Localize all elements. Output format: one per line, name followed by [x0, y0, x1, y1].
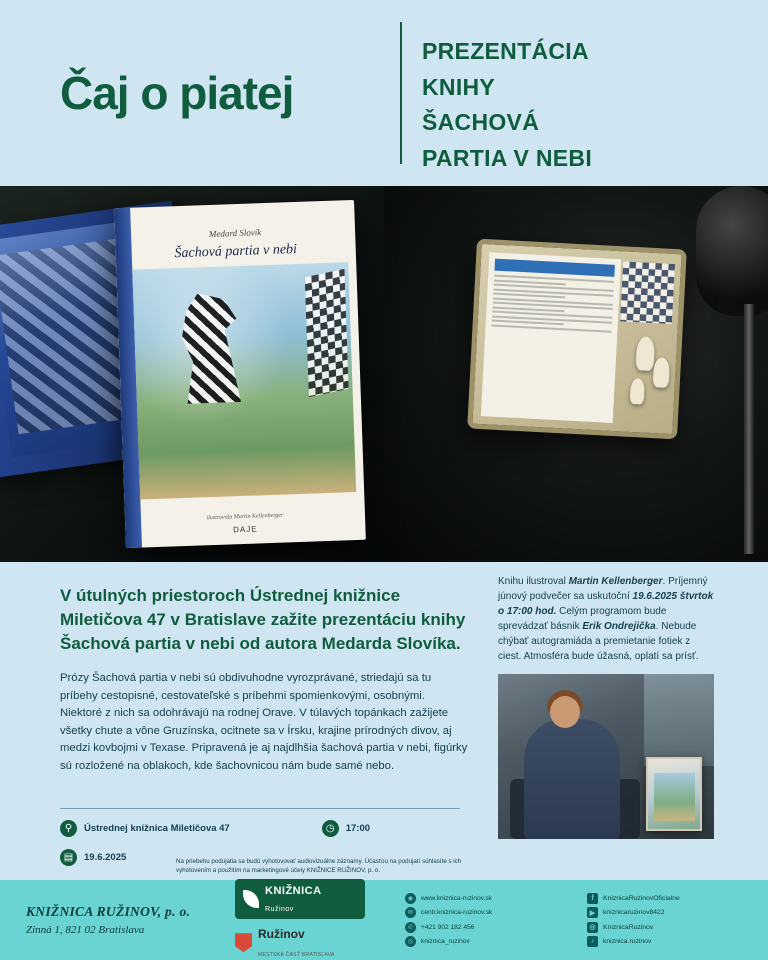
chess-piece [653, 357, 671, 388]
social-facebook-text: KniznicaRuzinovOficialne [603, 895, 680, 903]
subtitle-line-3: ŠACHOVÁ [422, 109, 540, 136]
instagram-icon: ◎ [405, 936, 416, 947]
book-author: Medard Slovík [208, 227, 262, 239]
illustrator-name: Martin Kellenberger [568, 576, 663, 587]
sidebar-text [498, 574, 714, 664]
instagram-icon: ◎ [587, 922, 598, 933]
host-name: Erik Ondrejička [582, 621, 656, 632]
globe-icon: ◉ [405, 893, 416, 904]
social-facebook[interactable] [587, 893, 757, 904]
event-location [60, 820, 230, 837]
subtitle-line-2: KNIHY [422, 73, 496, 100]
photo-book-art [654, 773, 695, 821]
content-divider [60, 808, 460, 809]
chess-set-tin [467, 239, 687, 440]
event-date-text: 19.6.2025 [84, 852, 127, 863]
phone-icon: ✆ [405, 922, 416, 933]
event-date [60, 849, 126, 866]
subtitle-line-4: PARTIA V NEBI [422, 144, 593, 171]
sidebar-line-3: Celým programom bude sprevádzať básnik [498, 606, 667, 632]
microphone-stand [744, 304, 754, 554]
footer-socials [587, 890, 757, 950]
content-left-column [60, 584, 470, 775]
pin-icon: ⚲ [60, 820, 77, 837]
photo-book [646, 757, 702, 831]
poster-footer [0, 880, 768, 960]
sidebar-line-4: . Nebude chýbať autogramiáda a premietanie fotiek z ciest. Atmosféra bude úžasná, oplatí sa prísť. [498, 621, 699, 662]
social-tiktok-text: kniznica.ruzinov [603, 937, 652, 945]
social-instagram[interactable] [587, 922, 757, 933]
chess-piece [630, 378, 645, 405]
chessboard-graphic [620, 261, 675, 324]
rules-line [492, 324, 612, 332]
photo-person-head [550, 696, 580, 728]
logo-ruzinov-line2: MESTSKÁ ČASŤ BRATISLAVA [258, 951, 335, 958]
social-instagram-text: KniznicaRuzinov [603, 923, 654, 931]
body-paragraph: Prózy Šachová partia v nebi sú obdivuhodne vyrozprávané, striedajú sa tu príbehy cestopisné, cestovateľské s príbehmi spomienkovými, osobnými. Niektoré z nich sa odohrávajú na rodnej Orave. V túlavých topánkach zažijete všetky chute a vône Gruzínska, ocitnete sa v Írsku, krajine prírodných divov, aj medzi kovbojmi v Texase. Pripravená je aj najdlhšia šachová partia v nebi, figúrky sú rozložené na oblakoch, kde šachovnicou nám bude samé nebo. [60, 672, 468, 772]
social-youtube[interactable] [587, 907, 757, 918]
logo-kniznica-line2: Ružinov [265, 906, 294, 913]
event-time-text: 17:00 [345, 823, 371, 834]
contact-phone-text: +421 902 182 456 [421, 923, 475, 931]
photo-window [644, 674, 714, 766]
social-tiktok[interactable] [587, 936, 757, 947]
footer-logos [235, 879, 405, 960]
header-divider [400, 22, 402, 164]
logo-kniznica-ruzinov [235, 879, 365, 919]
library-address: Zinná 1, 821 02 Bratislava [26, 924, 145, 936]
poster-header [0, 0, 768, 186]
book-title: Šachová partia v nebi [174, 241, 298, 262]
book-publisher: DAJE [233, 524, 258, 535]
author-photo [498, 674, 714, 839]
contact-email-text: centr.kniznica-ruzinov.sk [421, 909, 493, 917]
event-meta-row-1 [60, 820, 480, 837]
clock-icon: ◷ [322, 820, 339, 837]
logo-ruzinov-line1: Ružinov [258, 926, 305, 941]
facebook-icon: f [587, 893, 598, 904]
book-illustrator: ilustrovala Martin Kellenberger [206, 512, 284, 522]
chess-rules-sheet [481, 252, 621, 423]
contact-website[interactable] [405, 893, 587, 904]
rules-header-bar [494, 259, 614, 277]
checkerboard-pattern [305, 269, 349, 397]
book-cover [114, 200, 366, 548]
microphone-icon [696, 186, 768, 316]
lead-paragraph: V útulných priestoroch Ústrednej knižnice Miletičova 47 v Bratislave zažite prezentáciu knihy Šachová partia v nebi od autora Medarda Slovíka. [60, 586, 466, 654]
page-title: Čaj o piatej [60, 66, 294, 119]
logo-kniznica-text [265, 882, 322, 916]
sidebar-line-1: Knihu ilustroval [498, 576, 566, 587]
youtube-icon: ▶ [587, 907, 598, 918]
book-cover-art [132, 262, 356, 499]
social-youtube-text: kniznicaruzinov8422 [603, 909, 665, 917]
tiktok-icon: ♪ [587, 936, 598, 947]
logo-mestska-cast-ruzinov [235, 925, 365, 960]
chess-knight-icon [163, 292, 253, 405]
chess-piece [635, 336, 655, 371]
subtitle-line-1: PREZENTÁCIA [422, 38, 589, 64]
event-location-text: Ústrednej knižnica Miletičova 47 [84, 823, 230, 834]
mail-icon: ✉ [405, 907, 416, 918]
contact-instagram[interactable] [405, 936, 587, 947]
header-subtitle [422, 34, 592, 177]
event-datetime: 19.6.2025 štvrtok o 17:00 hod. [498, 591, 714, 617]
contact-phone[interactable] [405, 922, 587, 933]
content-right-column [498, 574, 714, 839]
contact-email[interactable] [405, 907, 587, 918]
calendar-icon: ▤ [60, 849, 77, 866]
logo-kniznica-line1: KNIŽNICA [265, 885, 322, 898]
footer-library [0, 904, 235, 936]
contact-instagram-text: kniznica_ruzinov [421, 937, 470, 945]
photo-banner [0, 186, 768, 562]
photo-person [524, 719, 620, 839]
coat-of-arms-icon [235, 933, 252, 952]
event-time [322, 820, 370, 837]
leaf-icon [243, 890, 259, 908]
logo-ruzinov-text [258, 925, 335, 960]
disclaimer-text: Na priebehu podujatia sa budú vyhotovovať audiovizuálne záznamy. Účasťou na podujatí súhlasíte s ich vyhotovením a použitím na marketingové účely KNIŽNICE RUŽINOV, p. o. [176, 858, 462, 874]
footer-contacts [405, 890, 587, 950]
sidebar-line-2: . Príjemný júnový podvečer sa uskutoční [498, 576, 708, 602]
contact-website-text: www.kniznica-ruzinov.sk [421, 895, 492, 903]
library-name: KNIŽNICA RUŽINOV, p. o. [26, 904, 191, 919]
